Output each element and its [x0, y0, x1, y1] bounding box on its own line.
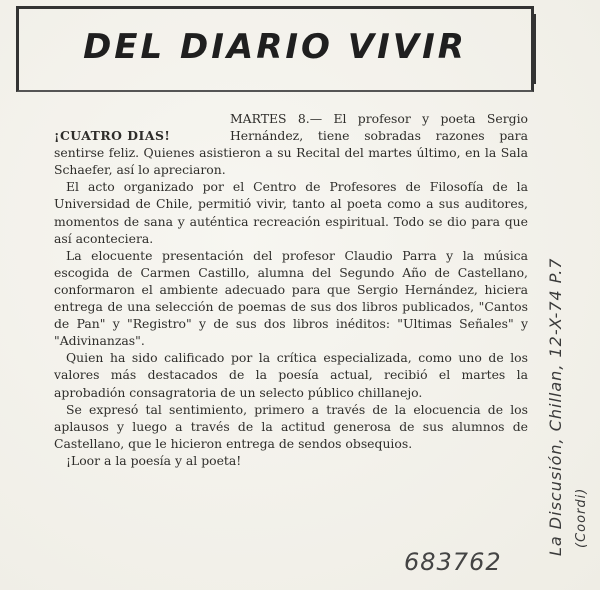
article-paragraph: Quien ha sido calificado por la crítica especializada, como uno de los valores más destacados de la poesía actual, recibió el martes la aprobadión consagratoria de un selecto público chillanejo. [54, 350, 528, 400]
headline-frame [16, 6, 534, 92]
handwritten-source-note: La Discusión, Chillan, 12-X-74 P.7 [546, 257, 565, 556]
headline: DEL DIARIO VIVIR [83, 27, 467, 67]
article-body [54, 110, 528, 469]
article-closing-line: ¡Loor a la poesía y al poeta! [66, 452, 242, 468]
frame-side-rule [533, 14, 536, 84]
handwritten-parenthetical-note: (Coordi) [574, 487, 589, 548]
article-subhead: ¡CUATRO DIAS! [54, 128, 171, 143]
article-paragraph: MARTES 8.— El profesor y poeta Sergio Hernández, tiene sobradas razones para sentirse feliz. Quienes asistieron a su Recital del martes último, en la Sala Schaefer, así lo apreciaron. [54, 111, 528, 178]
article-paragraph: La elocuente presentación del profesor Claudio Parra y la música escogida de Carmen Castillo, alumna del Segundo Año de Castellano, conformaron el ambiente adecuado para que Sergio Hernández, hiciera entrega de una selección de poemas de sus dos libros publicados, "Cantos de Pan" y "Registro" y de sus dos libros inéditos: "Ultimas Señales" y "Adivinanzas". [54, 247, 528, 349]
article-paragraph: El acto organizado por el Centro de Profesores de Filosofía de la Universidad de Chile, permitió vivir, tanto al poeta como a sus auditores, momentos de sana y auténtica recreación espiritual. Todo se dio para que así aconteciera. [54, 179, 528, 246]
article-paragraph: Se expresó tal sentimiento, primero a través de la elocuencia de los aplausos y luego a través de la actitud generosa de sus alumnos de Castellano, que le hicieron entrega de sendos obsequios. [54, 401, 528, 451]
handwritten-catalog-number: 683762 [404, 548, 502, 576]
